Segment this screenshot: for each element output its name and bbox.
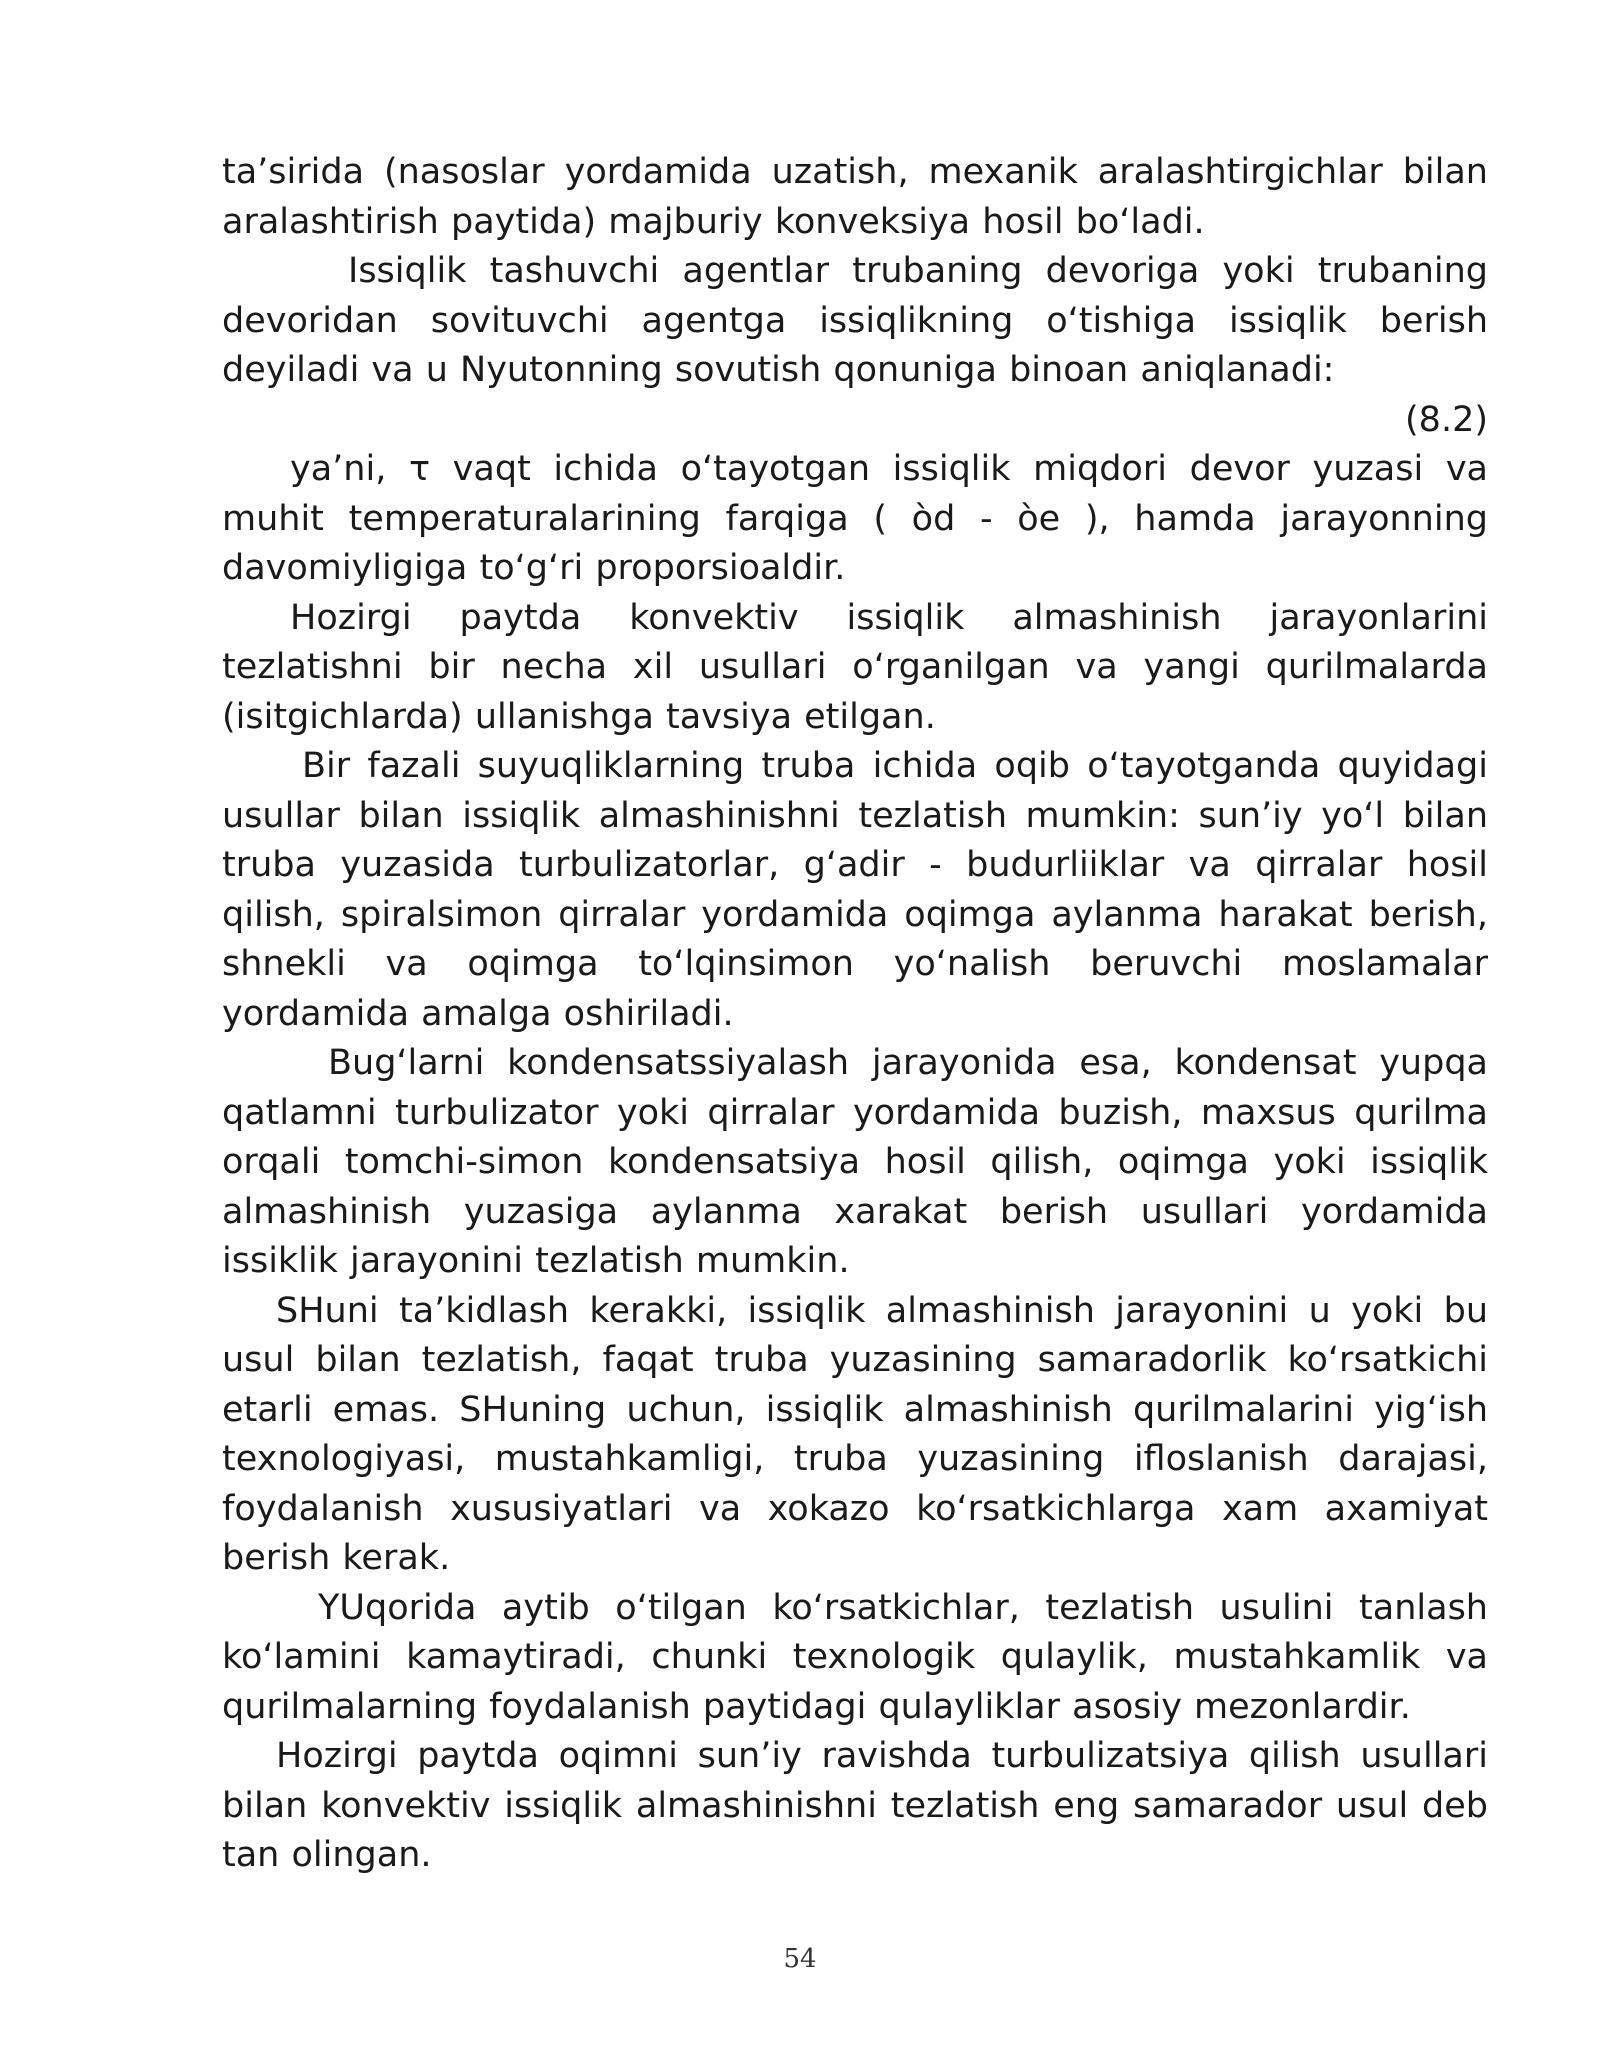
paragraph-8: YUqorida aytib o‘tilgan ko‘rsatkichlar, tezlatish usulini tanlash ko‘lamini kamaytiradi, chunki texnologik qulaylik, mustahkamlik va qurilmalarning foydalanish paytidagi qulayliklar asosiy mezonlardir. — [222, 1587, 1488, 1727]
paragraph-7: SHuni ta’kidlash kerakki, issiqlik almashinish jarayonini u yoki bu usul bilan tezlatish, faqat truba yuzasining samaradorlik ko‘rsatkichi etarli emas. SHuning uchun, issiqlik almashinish qurilmalarini yig‘ish texnologiyasi, mustahkamligi, truba yuzasining ifloslanish darajasi, foydalanish xususiyatlari va xokazo ko‘rsatkichlarga xam axamiyat berish kerak. — [222, 1290, 1488, 1578]
page-body — [222, 148, 1488, 1881]
equation-number: (8.2) — [1405, 399, 1488, 440]
paragraph-6: Bug‘larni kondensatssiyalash jarayonida esa, kondensat yupqa qatlamni turbulizator yoki qirralar yordamida buzish, maxsus qurilma orqali tomchi-simon kondensatsiya hosil qilish, oqimga yoki issiqlik almashinish yuzasiga aylanma xarakat berish usullari yordamida issiklik jarayonini tezlatish mumkin. — [222, 1043, 1488, 1281]
paragraph-9: Hozirgi paytda oqimni sun’iy ravishda turbulizatsiya qilish usullari bilan konvektiv issiqlik almashinishni tezlatish eng samarador usul deb tan olingan. — [222, 1736, 1488, 1875]
paragraph-4: Hozirgi paytda konvektiv issiqlik almashinish jarayonlarini tezlatishni bir necha xil usullari o‘rganilgan va yangi qurilmalarda (isitgichlarda) ullanishga tavsiya etilgan. — [222, 597, 1488, 737]
paragraph-3: ya’ni, τ vaqt ichida o‘tayotgan issiqlik miqdori devor yuzasi va muhit temperaturalarining farqiga ( òd - òe ), hamda jarayonning davomiyligiga to‘g‘ri proporsioaldir. — [222, 449, 1488, 588]
paragraph-2: Issiqlik tashuvchi agentlar trubaning devoriga yoki trubaning devoridan sovituvchi agentga issiqlikning o‘tishiga issiqlik berish deyiladi va u Nyutonning sovutish qonuniga binoan aniqlanadi: — [222, 251, 1488, 390]
paragraph-1: ta’sirida (nasoslar yordamida uzatish, mexanik aralashtirgichlar bilan aralashtirish paytida) majburiy konveksiya hosil bo‘ladi. — [222, 152, 1488, 242]
page-number: 54 — [783, 1944, 817, 1974]
paragraph-5: Bir fazali suyuqliklarning truba ichida oqib o‘tayotganda quyidagi usullar bilan issiqlik almashinishni tezlatish mumkin: sun’iy yo‘l bilan truba yuzasida turbulizatorlar, g‘adir - budurliiklar va qirralar hosil qilish, spiralsimon qirralar yordamida oqimga aylanma harakat berish, shnekli va oqimga to‘lqinsimon yo‘nalish beruvchi moslamalar yordamida amalga oshiriladi. — [222, 746, 1488, 1034]
